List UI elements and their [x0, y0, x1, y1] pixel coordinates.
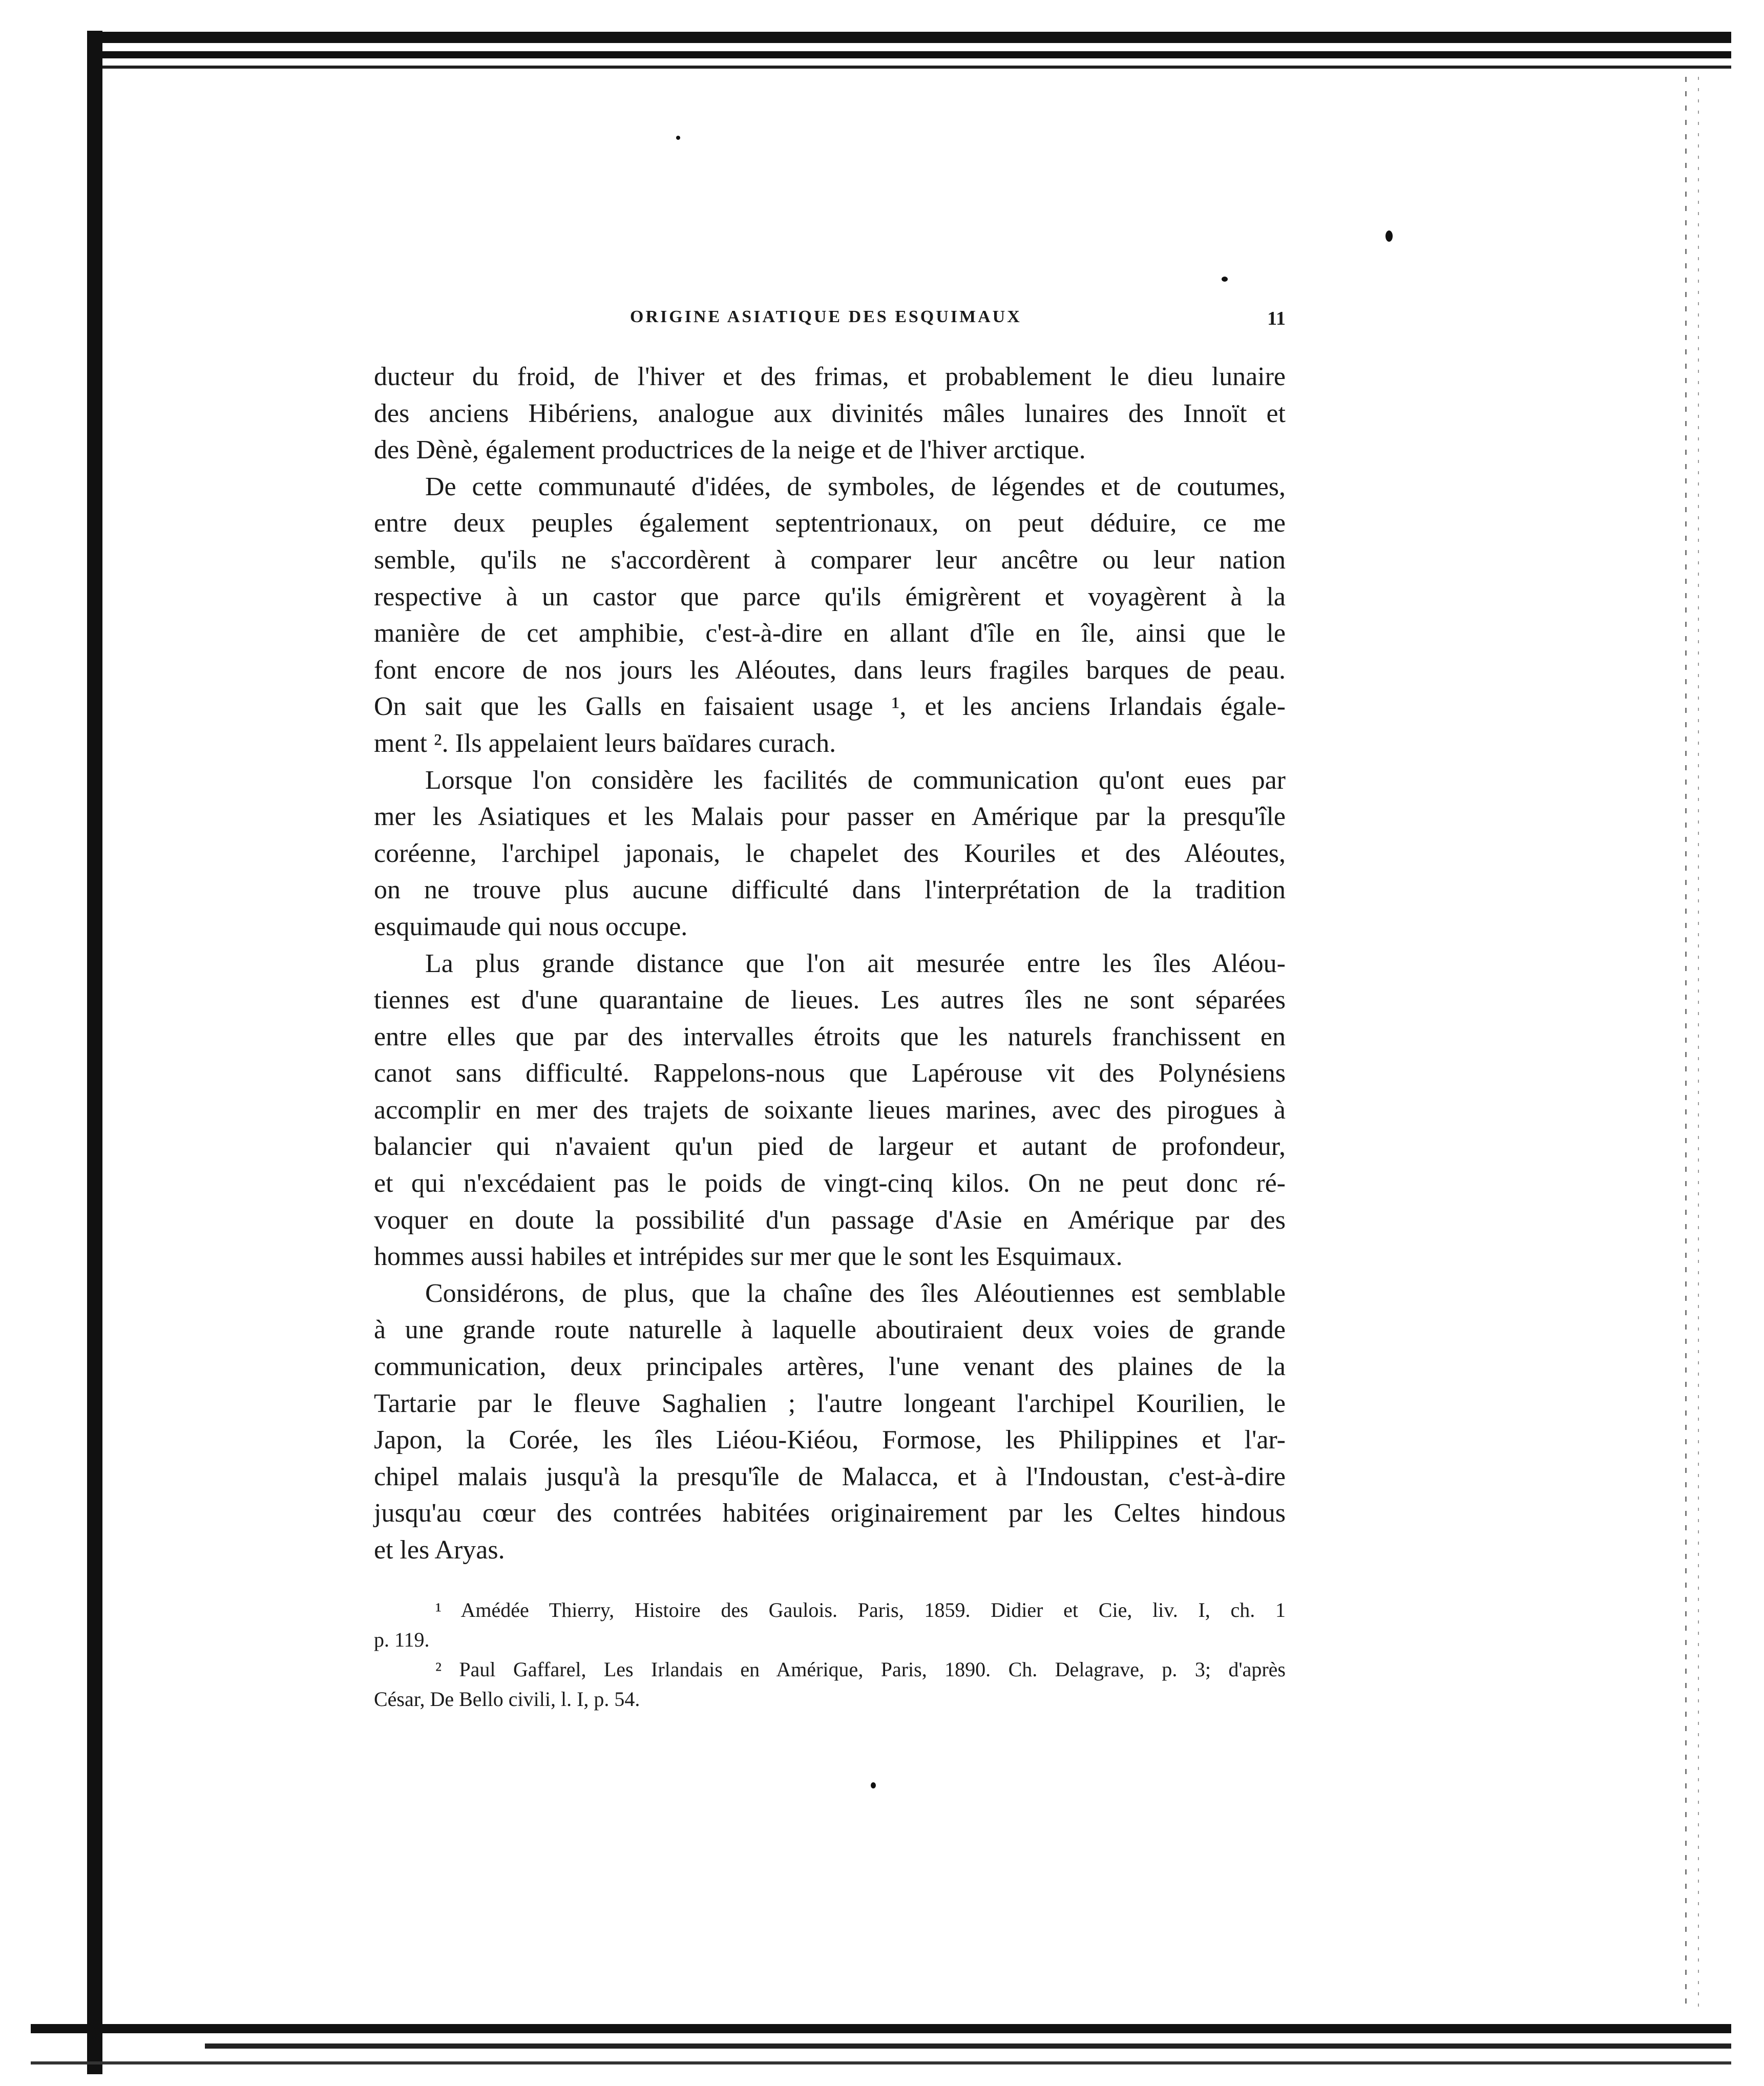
text-line: Japon, la Corée, les îles Liéou-Kiéou, Formose, les Philippines et l'ar-	[374, 1425, 1286, 1455]
scan-border-top-inner	[102, 51, 1731, 58]
scan-edge-right	[1685, 77, 1687, 2013]
text-line: à une grande route naturelle à laquelle aboutiraient deux voies de grande	[374, 1315, 1286, 1345]
scan-border-top-thin	[102, 66, 1731, 69]
text-line: mer les Asiatiques et les Malais pour passer en Amérique par la presqu'île	[374, 802, 1286, 832]
running-title: ORIGINE ASIATIQUE DES ESQUIMAUX	[630, 307, 1022, 326]
text-line: esquimaude qui nous occupe.	[374, 912, 688, 941]
text-line: jusqu'au cœur des contrées habitées originairement par les Celtes hindous	[374, 1499, 1286, 1528]
text-line: Tartarie par le fleuve Saghalien ; l'autre longeant l'archipel Kourilien, le	[374, 1388, 1286, 1418]
text-line: balancier qui n'avaient qu'un pied de largeur et autant de profondeur,	[374, 1132, 1286, 1162]
scan-speck	[871, 1782, 876, 1788]
scan-speck	[1222, 277, 1228, 282]
text-line: des anciens Hibériens, analogue aux divinités mâles lunaires des Innoït et	[374, 398, 1286, 428]
text-line: Lorsque l'on considère les facilités de communication qu'ont eues par	[425, 765, 1286, 795]
text-line: communication, deux principales artères, l'une venant des plaines de la	[374, 1352, 1286, 1382]
body-text	[374, 359, 1286, 1569]
running-head	[374, 307, 1286, 338]
text-line: accomplir en mer des trajets de soixante lieues marines, avec des pirogues à	[374, 1095, 1286, 1125]
text-line: coréenne, l'archipel japonais, le chapelet des Kouriles et des Aléoutes,	[374, 838, 1286, 868]
footnote-line: ¹ Amédée Thierry, Histoire des Gaulois. Paris, 1859. Didier et Cie, liv. I, ch. 1	[435, 1598, 1286, 1621]
text-line: canot sans difficulté. Rappelons-nous que Lapérouse vit des Polynésiens	[374, 1059, 1286, 1088]
text-line: hommes aussi habiles et intrépides sur mer que le sont les Esquimaux.	[374, 1242, 1123, 1272]
text-line: ducteur du froid, de l'hiver et des frimas, et probablement le dieu lunaire	[374, 362, 1286, 391]
scan-edge-right-noise	[1698, 77, 1699, 2013]
footnote-line: César, De Bello civili, l. I, p. 54.	[374, 1688, 640, 1711]
scan-speck	[1385, 230, 1393, 242]
text-line: entre elles que par des intervalles étroits que les naturels franchissent en	[374, 1022, 1286, 1051]
scan-border-left	[87, 31, 102, 2074]
text-line: et les Aryas.	[374, 1535, 505, 1565]
text-line: Considérons, de plus, que la chaîne des îles Aléoutiennes est semblable	[425, 1278, 1286, 1308]
text-line: tiennes est d'une quarantaine de lieues. Les autres îles ne sont séparées	[374, 985, 1286, 1015]
text-line: On sait que les Galls en faisaient usage ¹, et les anciens Irlandais égale-	[374, 692, 1286, 722]
text-line: ment ². Ils appelaient leurs baïdares curach.	[374, 728, 836, 758]
text-line: respective à un castor que parce qu'ils émigrèrent et voyagèrent à la	[374, 582, 1286, 612]
text-line: semble, qu'ils ne s'accordèrent à comparer leur ancêtre ou leur nation	[374, 545, 1286, 575]
scan-border-bottom-thin	[31, 2061, 1731, 2064]
footnote-line: ² Paul Gaffarel, Les Irlandais en Amérique, Paris, 1890. Ch. Delagrave, p. 3; d'après	[435, 1658, 1286, 1681]
scan-border-top	[102, 32, 1731, 43]
text-line: entre deux peuples également septentrionaux, on peut déduire, ce me	[374, 509, 1286, 538]
text-line: et qui n'excédaient pas le poids de vingt-cinq kilos. On ne peut donc ré-	[374, 1169, 1286, 1198]
scan-speck	[676, 136, 680, 140]
footnote-line: p. 119.	[374, 1628, 430, 1651]
text-line: chipel malais jusqu'à la presqu'île de Malacca, et à l'Indoustan, c'est-à-dire	[374, 1462, 1286, 1491]
text-line: des Dènè, également productrices de la neige et de l'hiver arctique.	[374, 435, 1086, 465]
scan-border-bottom-inner	[205, 2043, 1731, 2049]
text-line: De cette communauté d'idées, de symboles, de légendes et de coutumes,	[425, 472, 1286, 501]
scan-border-bottom	[31, 2024, 1731, 2033]
text-line: voquer en doute la possibilité d'un passage d'Asie en Amérique par des	[374, 1205, 1286, 1235]
text-line: font encore de nos jours les Aléoutes, dans leurs fragiles barques de peau.	[374, 655, 1286, 685]
page-number: 11	[1267, 308, 1286, 329]
text-line: manière de cet amphibie, c'est-à-dire en allant d'île en île, ainsi que le	[374, 619, 1286, 648]
footnotes	[374, 1595, 1286, 1714]
text-line: La plus grande distance que l'on ait mesurée entre les îles Aléou-	[425, 949, 1286, 978]
text-line: on ne trouve plus aucune difficulté dans l'interprétation de la tradition	[374, 875, 1286, 905]
